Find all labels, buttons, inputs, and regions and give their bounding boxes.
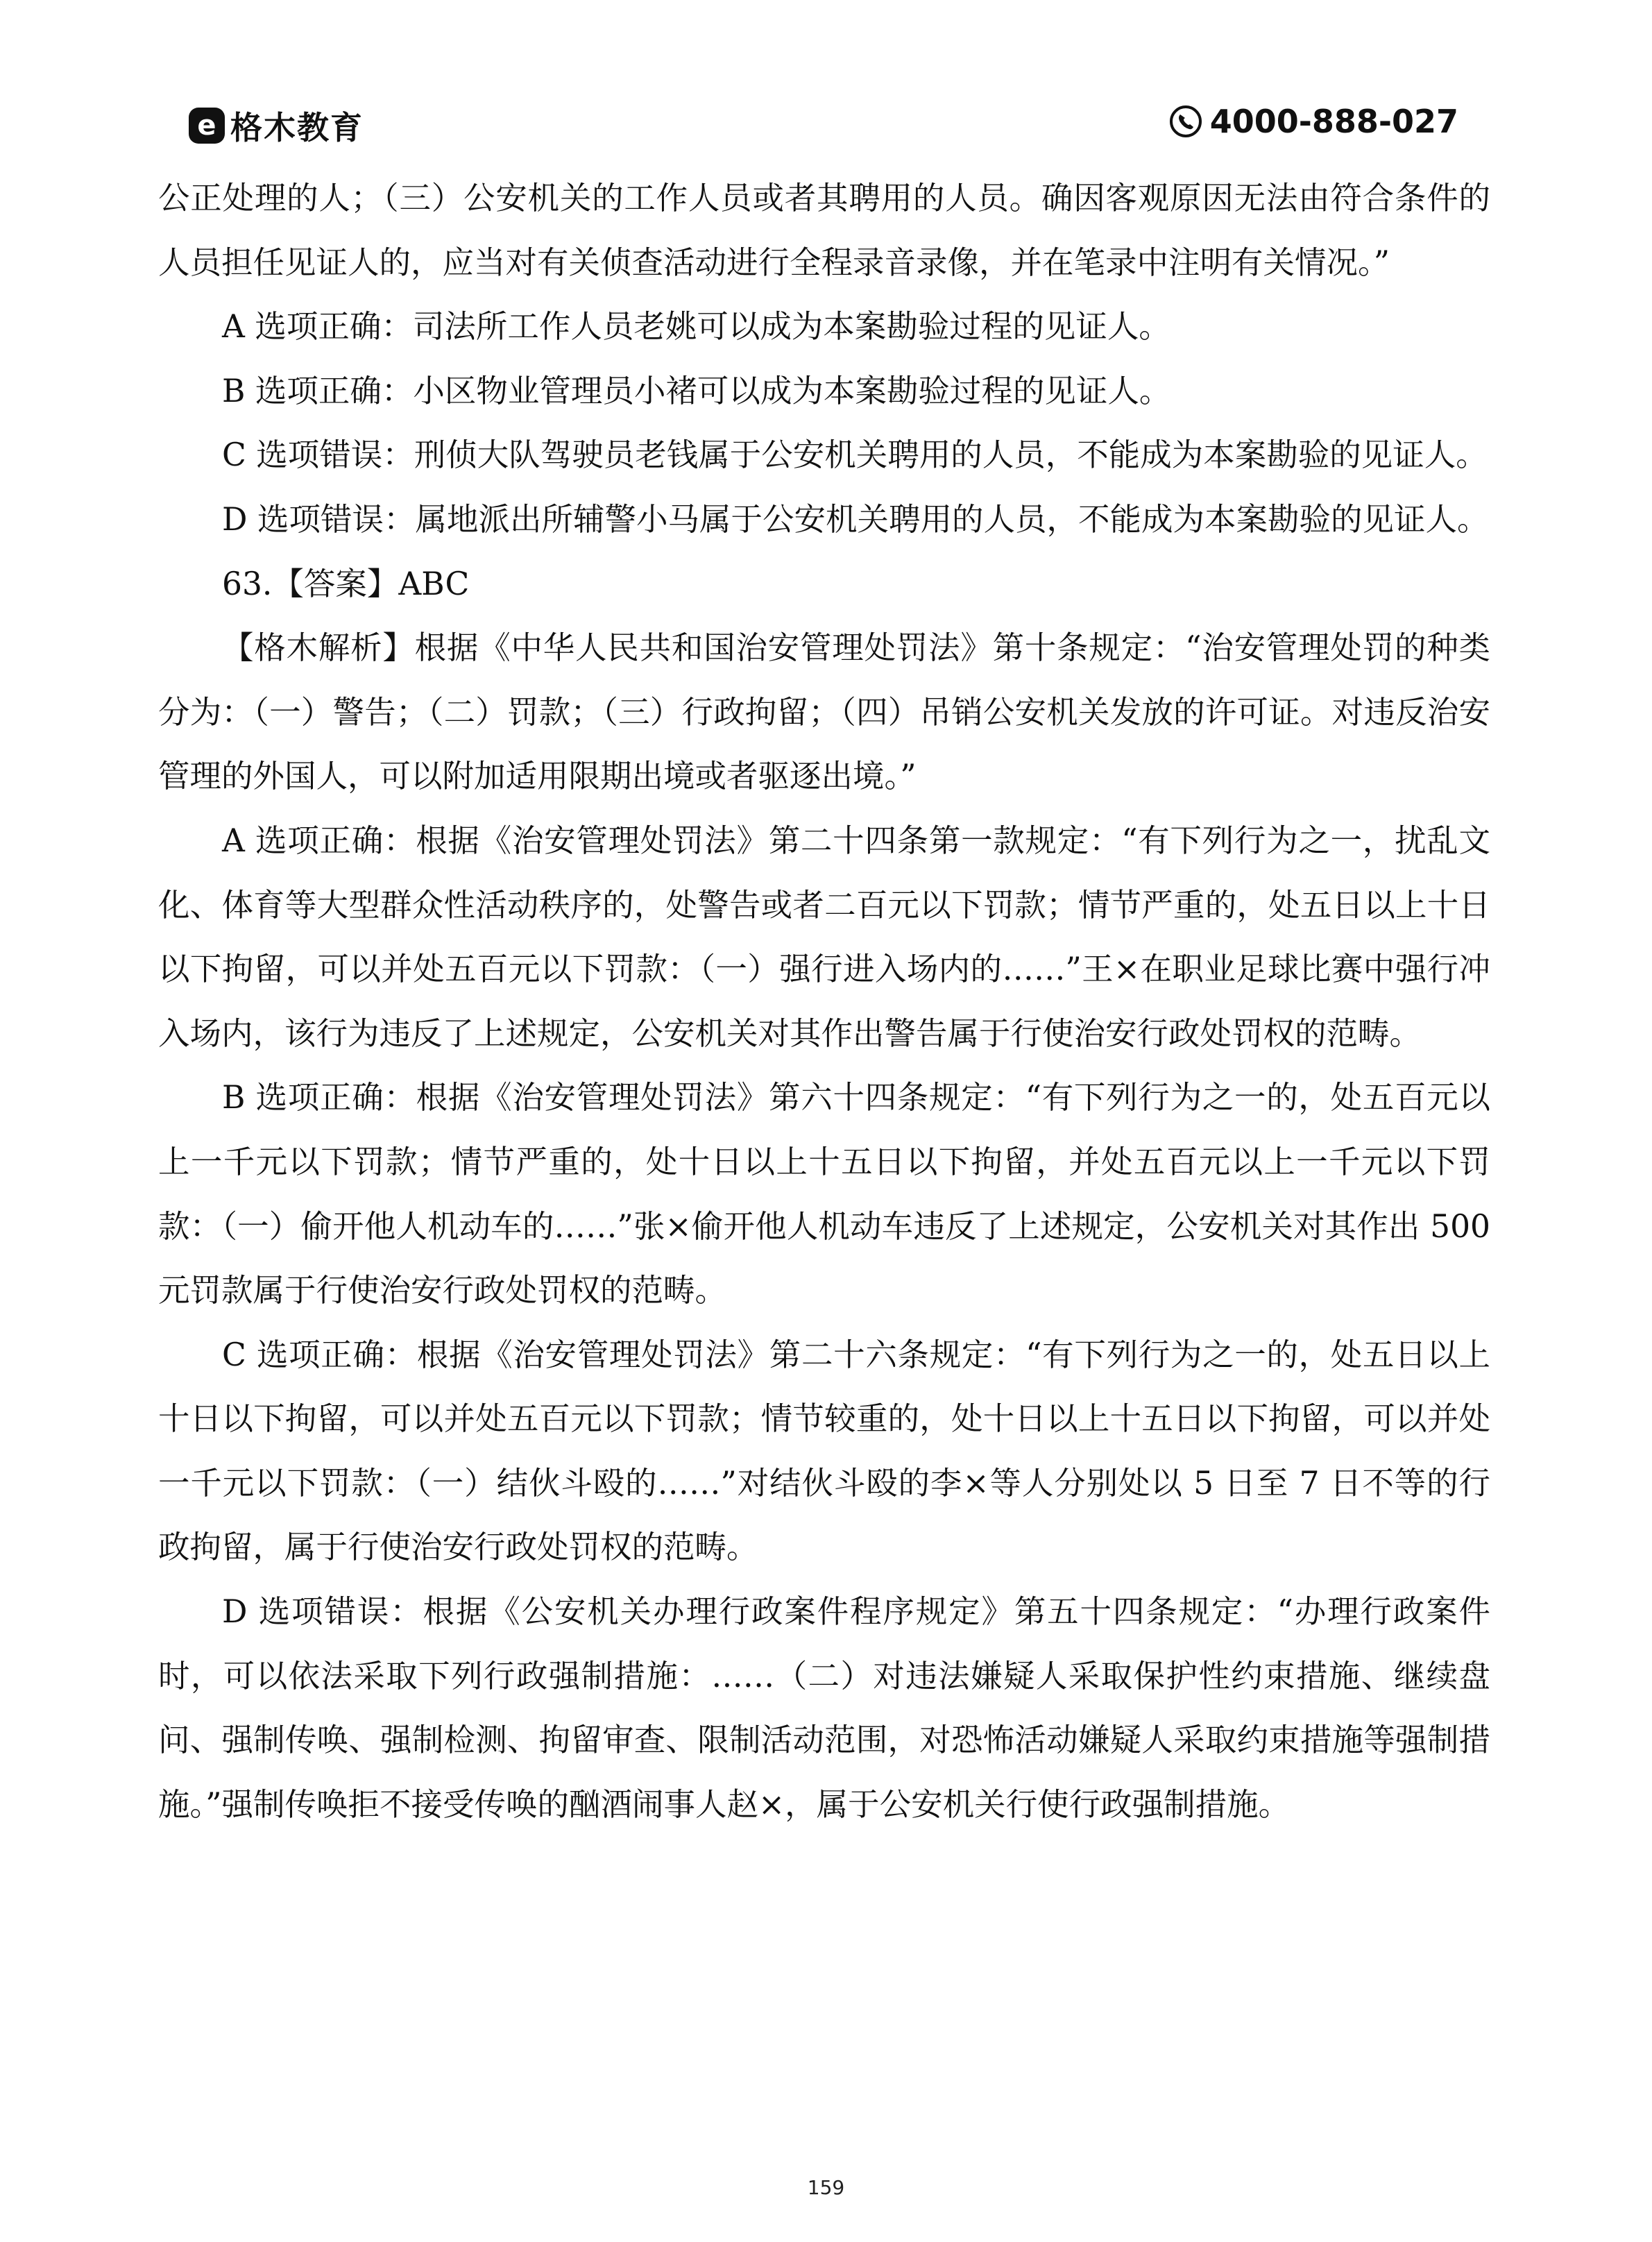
- paragraph: B 选项正确：根据《治安管理处罚法》第六十四条规定：“有下列行为之一的，处五百元以上一千元以下罚款；情节严重的，处十日以上十五日以下拘留，并处五百元以上一千元以下罚款：（一）偷开他人机动车的……”张×偷开他人机动车违反了上述规定，公安机关对其作出 500 元罚款属于行使治安行政处罚权的范畴。: [158, 1079, 1490, 1309]
- paragraph: 公正处理的人；（三）公安机关的工作人员或者其聘用的人员。确因客观原因无法由符合条件的人员担任见证人的，应当对有关侦查活动进行全程录音录像，并在笔录中注明有关情况。”: [158, 180, 1490, 281]
- page-number: 159: [807, 2176, 845, 2199]
- answer-heading: 63.【答案】ABC: [222, 565, 470, 602]
- paragraph: A 选项正确：司法所工作人员老姚可以成为本案勘验过程的见证人。: [222, 308, 1170, 346]
- logo-text: 格木教育: [230, 109, 364, 146]
- logo-e-icon: e: [189, 108, 225, 144]
- hotline: [1168, 103, 1458, 140]
- paragraph: B 选项正确：小区物业管理员小褚可以成为本案勘验过程的见证人。: [222, 372, 1171, 409]
- phone-number: 4000-888-027: [1209, 103, 1458, 140]
- paragraph: D 选项错误：根据《公安机关办理行政案件程序规定》第五十四条规定：“办理行政案件时，可以依法采取下列行政强制措施：……（二）对违法嫌疑人采取保护性约束措施、继续盘问、强制传唤、强制检测、拘留审查、限制活动范围，对恐怖活动嫌疑人采取约束措施等强制措施。”强制传唤拒不接受传唤的酗酒闹事人赵×，属于公安机关行使行政强制措施。: [158, 1593, 1490, 1823]
- phone-icon: [1168, 104, 1203, 139]
- paragraph: D 选项错误：属地派出所辅警小马属于公安机关聘用的人员，不能成为本案勘验的见证人。: [222, 500, 1489, 538]
- paragraph: 【格木解析】根据《中华人民共和国治安管理处罚法》第十条规定：“治安管理处罚的种类分为：（一）警告；（二）罚款；（三）行政拘留；（四）吊销公安机关发放的许可证。对违反治安管理的外国人，可以附加适用限期出境或者驱逐出境。”: [158, 629, 1490, 795]
- page-header: [189, 103, 1458, 151]
- paragraph: A 选项正确：根据《治安管理处罚法》第二十四条第一款规定：“有下列行为之一，扰乱文化、体育等大型群众性活动秩序的，处警告或者二百元以下罚款；情节严重的，处五日以上十日以下拘留，可以并处五百元以下罚款：（一）强行进入场内的……”王×在职业足球比赛中强行冲入场内，该行为违反了上述规定，公安机关对其作出警告属于行使治安行政处罚权的范畴。: [158, 822, 1490, 1052]
- brand-logo: [189, 103, 364, 148]
- document-body: [158, 167, 1490, 1837]
- paragraph: C 选项错误：刑侦大队驾驶员老钱属于公安机关聘用的人员，不能成为本案勘验的见证人。: [222, 436, 1488, 474]
- paragraph: C 选项正确：根据《治安管理处罚法》第二十六条规定：“有下列行为之一的，处五日以上十日以下拘留，可以并处五百元以下罚款；情节较重的，处十日以上十五日以下拘留，可以并处一千元以下罚款：（一）结伙斗殴的……”对结伙斗殴的李×等人分别处以 5 日至 7 日不等的行政拘留，属于行使治安行政处罚权的范畴。: [158, 1336, 1490, 1566]
